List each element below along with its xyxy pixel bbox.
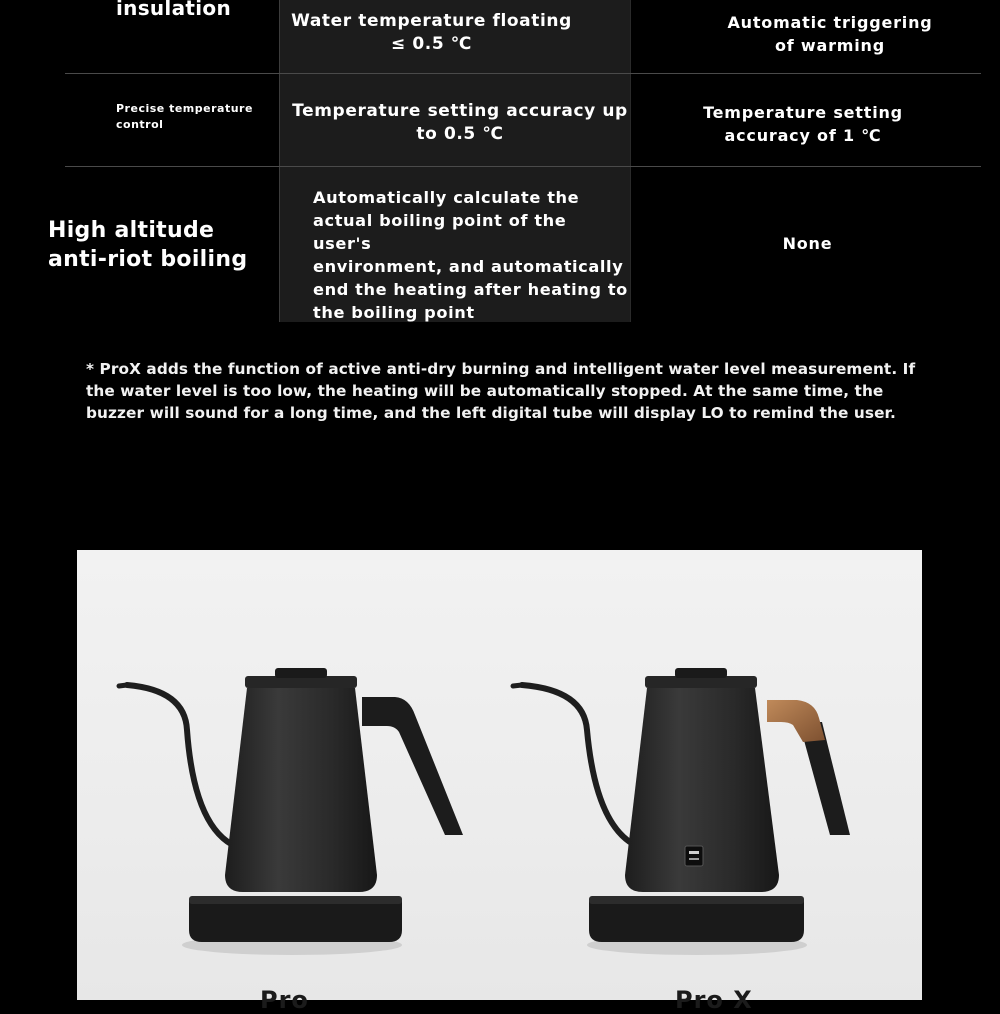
other-value-insulation: Automatic triggering of warming — [727, 13, 933, 55]
row-divider — [65, 166, 981, 167]
feature-insulation: insulation — [116, 0, 231, 20]
pro-x-kettle — [513, 668, 850, 955]
footnote-text: * ProX adds the function of active anti-dry burning and intelligent water level measurement. If the water level is too low, the heating will be automatically stopped. At the same time, the buzzer will sound for a long time, and the left digital tube will display LO to remind the user. — [86, 360, 916, 422]
pro-kettle — [119, 668, 463, 955]
feature-precise-temperature-control: Precise temperature control — [116, 102, 253, 131]
product-photo — [77, 550, 922, 1000]
pro-x-value-insulation: Water temperature floating ≤ 0.5 ℃ — [291, 11, 572, 54]
product-label-pro: Pro — [260, 986, 309, 1014]
other-value-high-altitude: None — [782, 234, 833, 253]
kettles-illustration — [77, 550, 922, 1000]
row-divider — [65, 73, 981, 74]
other-value-precise-temperature: Temperature setting accuracy of 1 ℃ — [703, 103, 903, 145]
product-label-pro-x: Pro X — [675, 986, 753, 1014]
pro-x-value-precise-temperature: Temperature setting accuracy up to 0.5 ℃ — [292, 101, 628, 144]
feature-high-altitude-boiling: High altitude anti-riot boiling — [48, 218, 248, 272]
pro-x-value-high-altitude: Automatically calculate the actual boiling point of the user's environment, and automatically end the heating after heating to the boiling point — [313, 188, 628, 322]
